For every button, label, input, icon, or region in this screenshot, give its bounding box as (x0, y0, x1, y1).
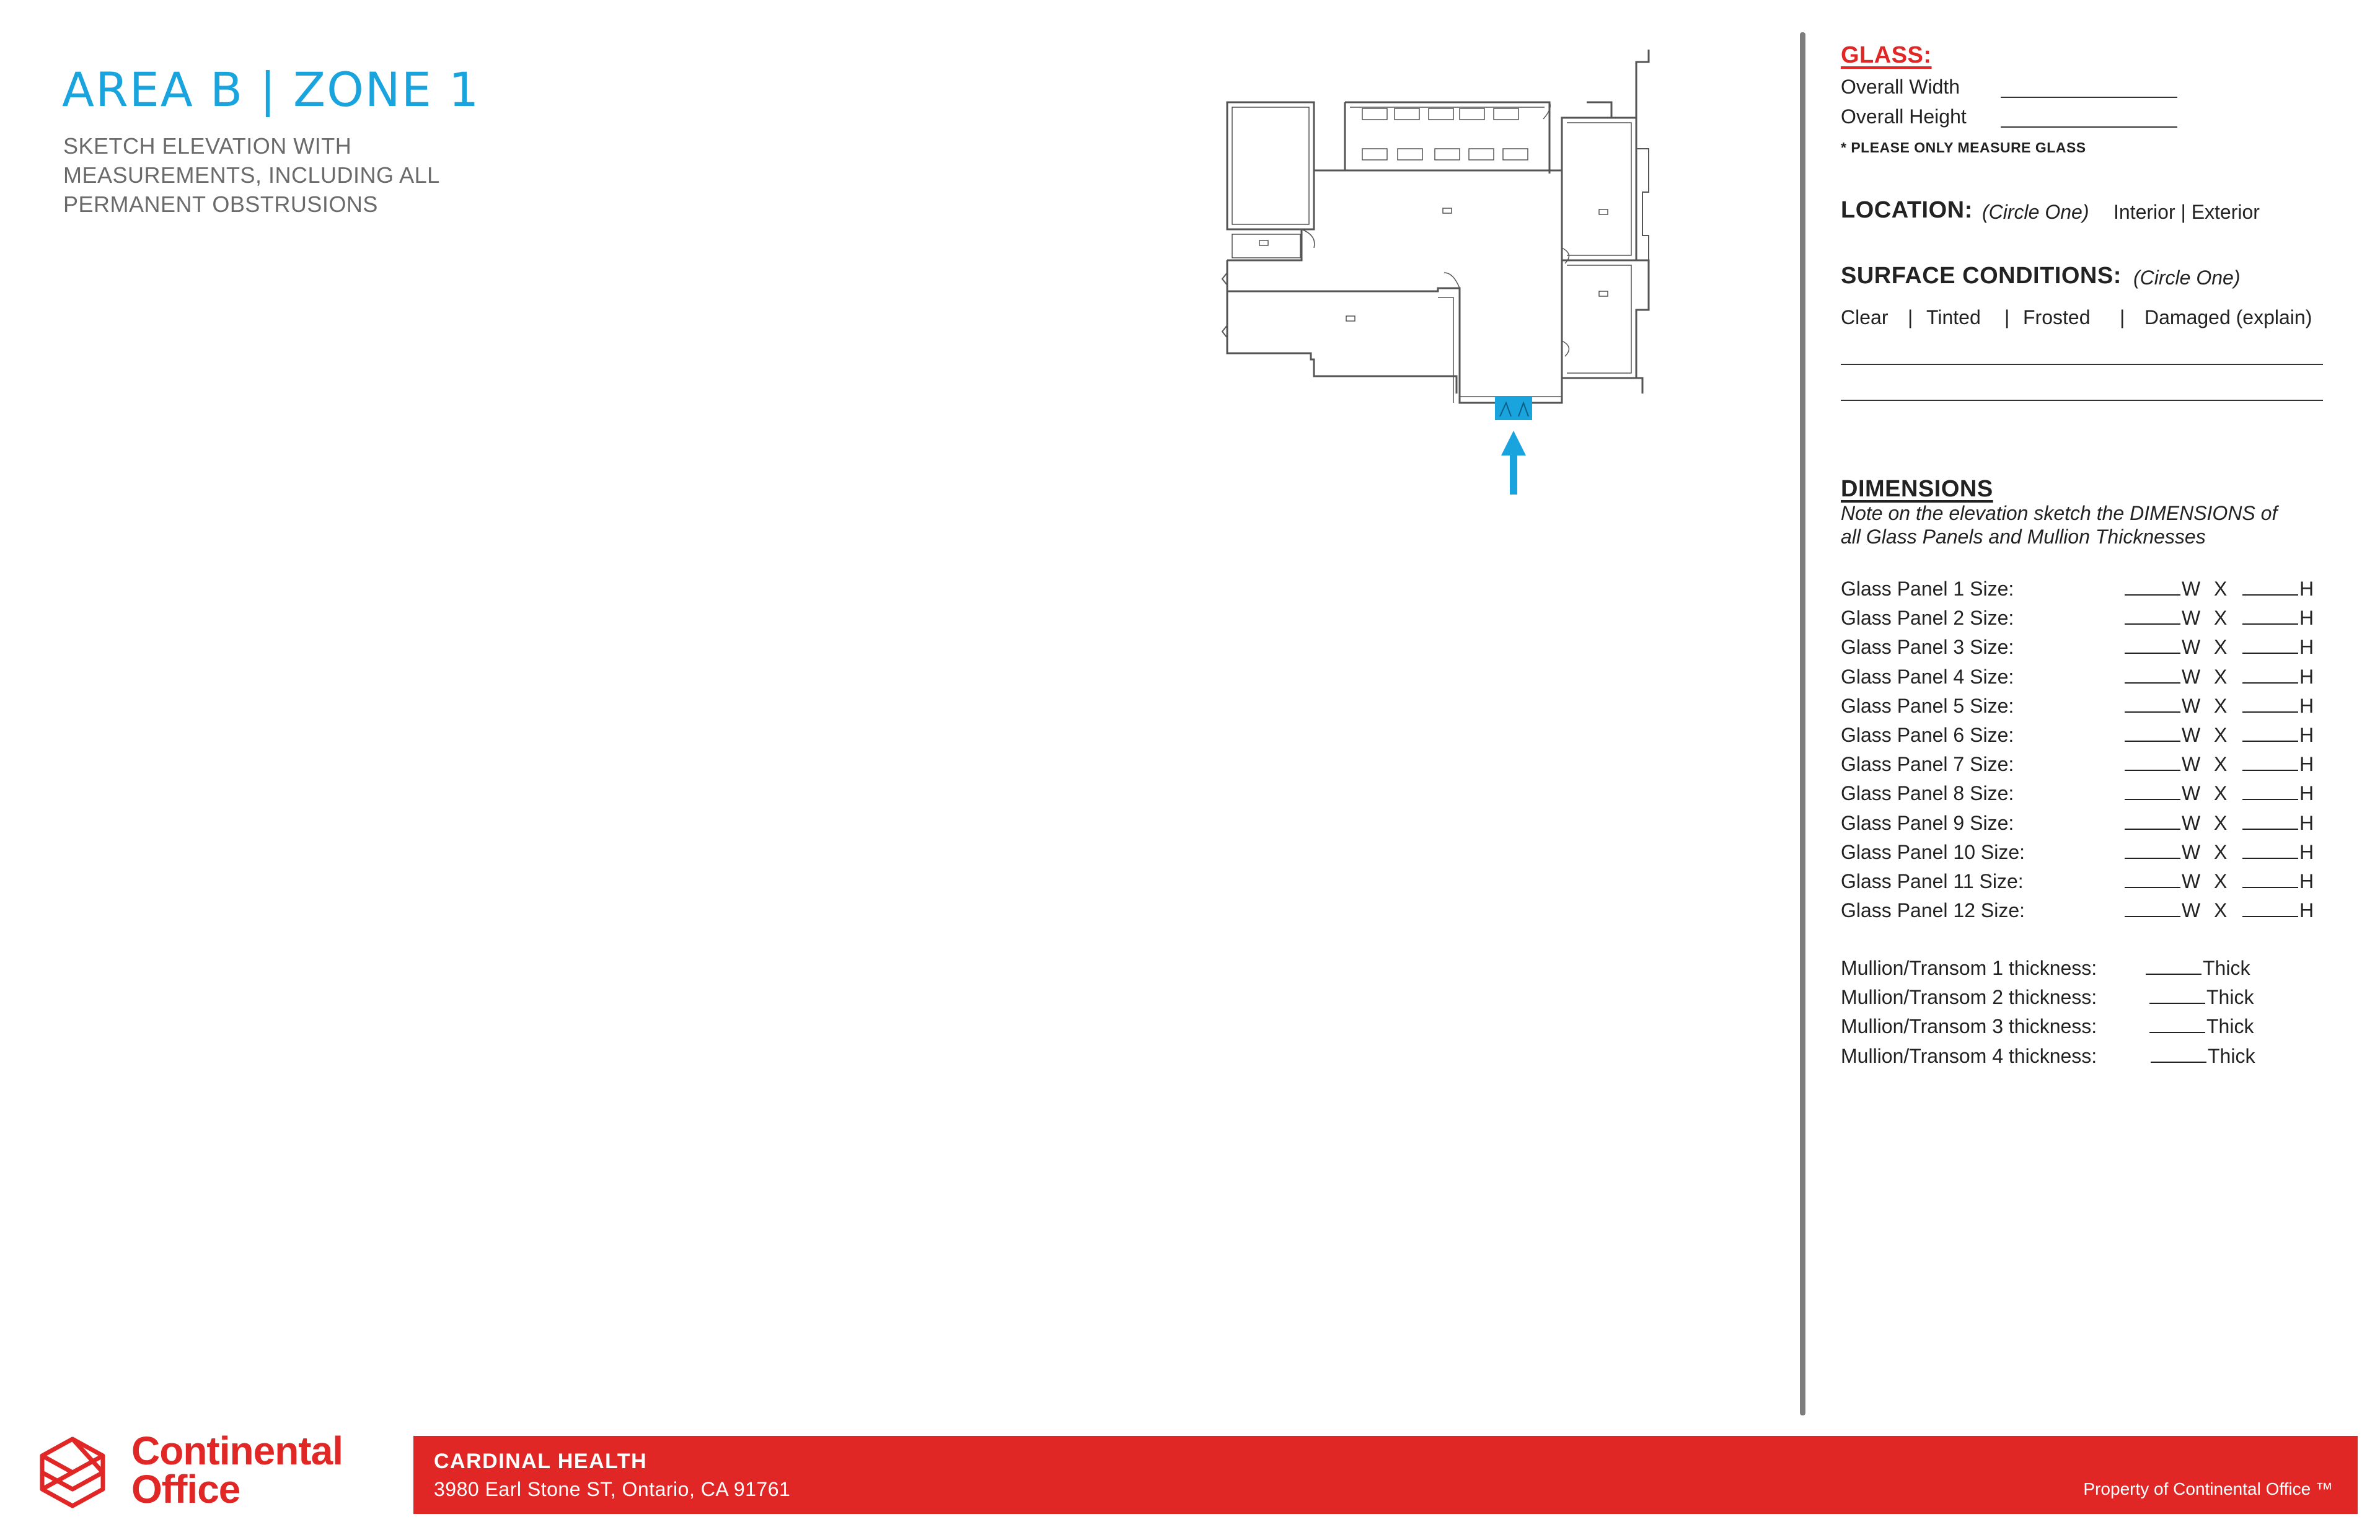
glass-panel-width-field[interactable] (2125, 636, 2184, 659)
h-suffix: H (2299, 636, 2314, 659)
glass-title: GLASS: (1841, 42, 1932, 68)
w-suffix: W (2182, 782, 2201, 805)
glass-panel-height-field[interactable] (2242, 782, 2302, 805)
surface-option-clear[interactable]: Clear (1841, 306, 1889, 328)
w-suffix: W (2182, 899, 2201, 922)
glass-panel-label: Glass Panel 9 Size: (1841, 811, 2014, 834)
location-options[interactable]: Interior | Exterior (2113, 201, 2260, 223)
glass-panel-label: Glass Panel 2 Size: (1841, 607, 2014, 630)
glass-panel-width-field[interactable] (2125, 782, 2184, 805)
surface-explain-line-1[interactable] (1841, 364, 2323, 365)
location-hint: (Circle One) (1982, 201, 2089, 223)
h-suffix: H (2299, 840, 2314, 863)
mullion-thickness-field[interactable] (2149, 1015, 2209, 1038)
glass-panel-row (1841, 666, 2337, 690)
w-suffix: W (2182, 636, 2201, 659)
glass-panel-row (1841, 782, 2337, 807)
x-separator: X (2214, 724, 2228, 746)
continental-office-cube-icon (38, 1435, 107, 1510)
location-title: LOCATION: (1841, 197, 1973, 223)
w-suffix: W (2182, 694, 2201, 717)
mullion-thickness-field[interactable] (2149, 986, 2209, 1009)
w-suffix: W (2182, 753, 2201, 776)
glass-panel-row (1841, 812, 2337, 837)
mullion-row (1841, 1015, 2337, 1040)
vertical-divider (1800, 32, 1805, 1415)
x-separator: X (2214, 899, 2228, 922)
glass-panel-label: Glass Panel 7 Size: (1841, 753, 2014, 776)
overall-height-label: Overall Height (1841, 105, 1967, 128)
mullion-row (1841, 1045, 2337, 1070)
x-separator: X (2214, 811, 2228, 834)
overall-width-label: Overall Width (1841, 76, 1960, 98)
w-suffix: W (2182, 870, 2201, 892)
logo-line2: Office (131, 1467, 240, 1511)
logo-line1: Continental (131, 1428, 343, 1473)
glass-panel-height-field[interactable] (2242, 812, 2302, 835)
h-suffix: H (2299, 607, 2314, 630)
surface-sep: | (2004, 306, 2010, 328)
glass-panel-row (1841, 636, 2337, 661)
glass-panel-height-field[interactable] (2242, 607, 2302, 630)
area-title: AREA B | ZONE 1 (62, 62, 480, 117)
dimensions-note-line1: Note on the elevation sketch the DIMENSIONS of (1841, 502, 2278, 524)
x-separator: X (2214, 607, 2228, 630)
glass-panel-row (1841, 753, 2337, 778)
glass-panel-row (1841, 899, 2337, 924)
h-suffix: H (2299, 899, 2314, 922)
surface-option-tinted[interactable]: Tinted (1926, 306, 1981, 328)
area-subtitle: SKETCH ELEVATION WITH MEASUREMENTS, INCLUDING ALL PERMANENT OBSTRUSIONS (63, 133, 439, 217)
mullion-thickness-field[interactable] (2151, 1045, 2210, 1068)
entry-marker-icon (1495, 397, 1532, 420)
mullion-row (1841, 957, 2337, 982)
thick-suffix: Thick (2206, 986, 2254, 1009)
surface-option-frosted[interactable]: Frosted (2023, 306, 2091, 328)
h-suffix: H (2299, 870, 2314, 892)
surface-explain-line-2[interactable] (1841, 400, 2323, 401)
footer-band (413, 1436, 2358, 1514)
glass-panel-row (1841, 870, 2337, 895)
surface-sep: | (2120, 306, 2125, 328)
glass-panel-height-field[interactable] (2242, 578, 2302, 601)
glass-panel-row (1841, 607, 2337, 631)
h-suffix: H (2299, 665, 2314, 688)
floor-plan (1215, 50, 1661, 508)
glass-panel-row (1841, 695, 2337, 719)
w-suffix: W (2182, 665, 2201, 688)
h-suffix: H (2299, 694, 2314, 717)
h-suffix: H (2299, 578, 2314, 600)
glass-panel-height-field[interactable] (2242, 666, 2302, 689)
glass-panel-width-field[interactable] (2125, 666, 2184, 689)
glass-panel-height-field[interactable] (2242, 636, 2302, 659)
glass-panel-label: Glass Panel 8 Size: (1841, 782, 2014, 805)
h-suffix: H (2299, 753, 2314, 776)
glass-panel-height-field[interactable] (2242, 695, 2302, 718)
x-separator: X (2214, 578, 2228, 600)
glass-panel-height-field[interactable] (2242, 899, 2302, 922)
measurement-panel (1841, 0, 2349, 1425)
glass-panel-width-field[interactable] (2125, 753, 2184, 776)
glass-panel-height-field[interactable] (2242, 724, 2302, 747)
glass-panel-label: Glass Panel 1 Size: (1841, 578, 2014, 600)
thick-suffix: Thick (2206, 1015, 2254, 1038)
surface-title: SURFACE CONDITIONS: (1841, 263, 2122, 289)
glass-panel-row (1841, 578, 2337, 602)
mullion-row (1841, 986, 2337, 1011)
h-suffix: H (2299, 724, 2314, 746)
glass-panel-height-field[interactable] (2242, 753, 2302, 776)
x-separator: X (2214, 782, 2228, 805)
w-suffix: W (2182, 578, 2201, 600)
glass-panel-height-field[interactable] (2242, 870, 2302, 893)
glass-panel-label: Glass Panel 5 Size: (1841, 694, 2014, 717)
x-separator: X (2214, 636, 2228, 659)
up-arrow-icon (1501, 431, 1526, 495)
glass-panel-width-field[interactable] (2125, 724, 2184, 747)
h-suffix: H (2299, 782, 2314, 805)
glass-panel-height-field[interactable] (2242, 841, 2302, 864)
surface-sep: | (1908, 306, 1913, 328)
mullion-label: Mullion/Transom 3 thickness: (1841, 1015, 2097, 1038)
glass-panel-label: Glass Panel 10 Size: (1841, 840, 2025, 863)
property-notice: Property of Continental Office ™ (2083, 1479, 2333, 1498)
x-separator: X (2214, 694, 2228, 717)
glass-panel-width-field[interactable] (2125, 899, 2184, 922)
x-separator: X (2214, 840, 2228, 863)
dimensions-title: DIMENSIONS (1841, 476, 1993, 502)
w-suffix: W (2182, 840, 2201, 863)
client-name: CARDINAL HEALTH (434, 1450, 648, 1473)
w-suffix: W (2182, 607, 2201, 630)
mullion-label: Mullion/Transom 4 thickness: (1841, 1044, 2097, 1067)
mullion-label: Mullion/Transom 2 thickness: (1841, 986, 2097, 1009)
thick-suffix: Thick (2208, 1044, 2255, 1067)
glass-panel-label: Glass Panel 12 Size: (1841, 899, 2025, 922)
glass-panel-label: Glass Panel 6 Size: (1841, 724, 2014, 746)
company-logo-text (131, 1428, 343, 1511)
x-separator: X (2214, 665, 2228, 688)
h-suffix: H (2299, 811, 2314, 834)
glass-panel-width-field[interactable] (2125, 841, 2184, 864)
overall-height-field[interactable] (2001, 126, 2177, 128)
mullion-label: Mullion/Transom 1 thickness: (1841, 957, 2097, 979)
glass-panel-label: Glass Panel 4 Size: (1841, 665, 2014, 688)
glass-panel-width-field[interactable] (2125, 607, 2184, 630)
x-separator: X (2214, 753, 2228, 776)
glass-note: * PLEASE ONLY MEASURE GLASS (1841, 139, 2086, 156)
dimensions-note-line2: all Glass Panels and Mullion Thicknesses (1841, 526, 2206, 548)
glass-panel-width-field[interactable] (2125, 870, 2184, 893)
thick-suffix: Thick (2203, 957, 2250, 979)
surface-option-damaged[interactable]: Damaged (explain) (2144, 306, 2312, 328)
w-suffix: W (2182, 811, 2201, 834)
glass-panel-label: Glass Panel 11 Size: (1841, 870, 2024, 892)
glass-panel-width-field[interactable] (2125, 812, 2184, 835)
glass-panel-row (1841, 724, 2337, 749)
w-suffix: W (2182, 724, 2201, 746)
client-address: 3980 Earl Stone ST, Ontario, CA 91761 (434, 1478, 791, 1500)
overall-width-field[interactable] (2001, 97, 2177, 98)
surface-hint: (Circle One) (2133, 266, 2241, 289)
glass-panel-row (1841, 841, 2337, 866)
x-separator: X (2214, 870, 2228, 892)
glass-panel-label: Glass Panel 3 Size: (1841, 636, 2014, 659)
glass-panel-width-field[interactable] (2125, 578, 2184, 601)
mullion-thickness-field[interactable] (2146, 957, 2205, 980)
glass-panel-width-field[interactable] (2125, 695, 2184, 718)
